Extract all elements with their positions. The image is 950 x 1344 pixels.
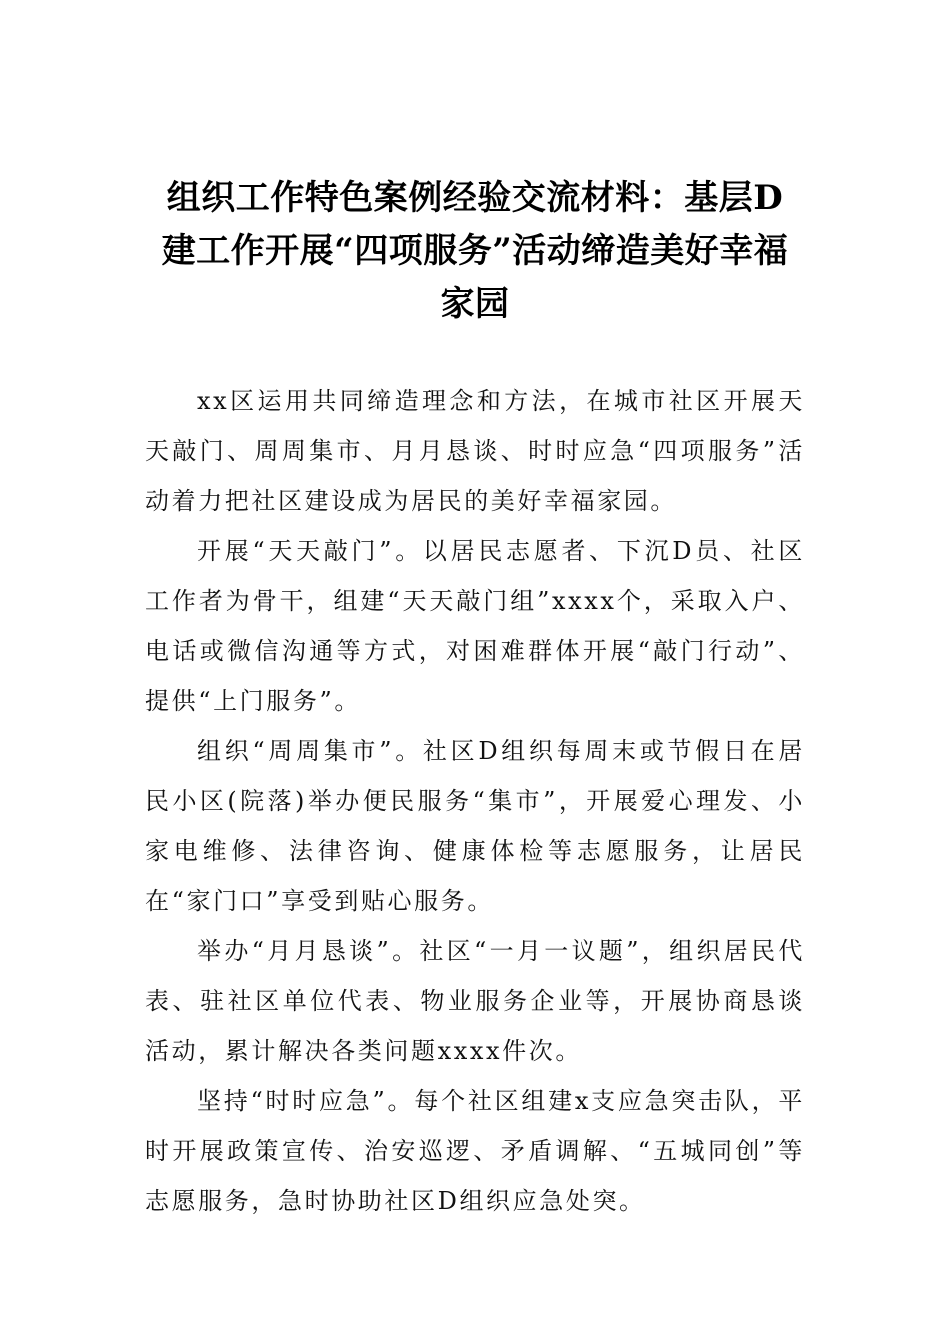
document-title: 组织工作特色案例经验交流材料：基层D建工作开展“四项服务”活动缔造美好幸福家园 [161,178,789,324]
paragraph-emergency-response: 坚持“时时应急”。每个社区组建x支应急突击队，平时开展政策宣传、治安巡逻、矛盾调解、“五城同创”等志愿服务，急时协助社区D组织应急处突。 [145,1087,805,1215]
paragraph-daily-door-knocking: 开展“天天敲门”。以居民志愿者、下沉D员、社区工作者为骨干，组建“天天敲门组”xxxx个，采取入户、电话或微信沟通等方式，对困难群体开展“敲门行动”、提供“上门服务”。 [145,537,805,715]
document-body [145,376,805,1226]
paragraph-monthly-consultation: 举办“月月恳谈”。社区“一月一议题”，组织居民代表、驻社区单位代表、物业服务企业等，开展协商恳谈活动，累计解决各类问题xxxx件次。 [145,937,805,1065]
paragraph-weekly-market: 组织“周周集市”。社区D组织每周末或节假日在居民小区(院落)举办便民服务“集市”，开展爱心理发、小家电维修、法律咨询、健康体检等志愿服务，让居民在“家门口”享受到贴心服务。 [145,737,805,915]
paragraph-intro: xx区运用共同缔造理念和方法，在城市社区开展天天敲门、周周集市、月月恳谈、时时应急“四项服务”活动着力把社区建设成为居民的美好幸福家园。 [145,387,805,515]
